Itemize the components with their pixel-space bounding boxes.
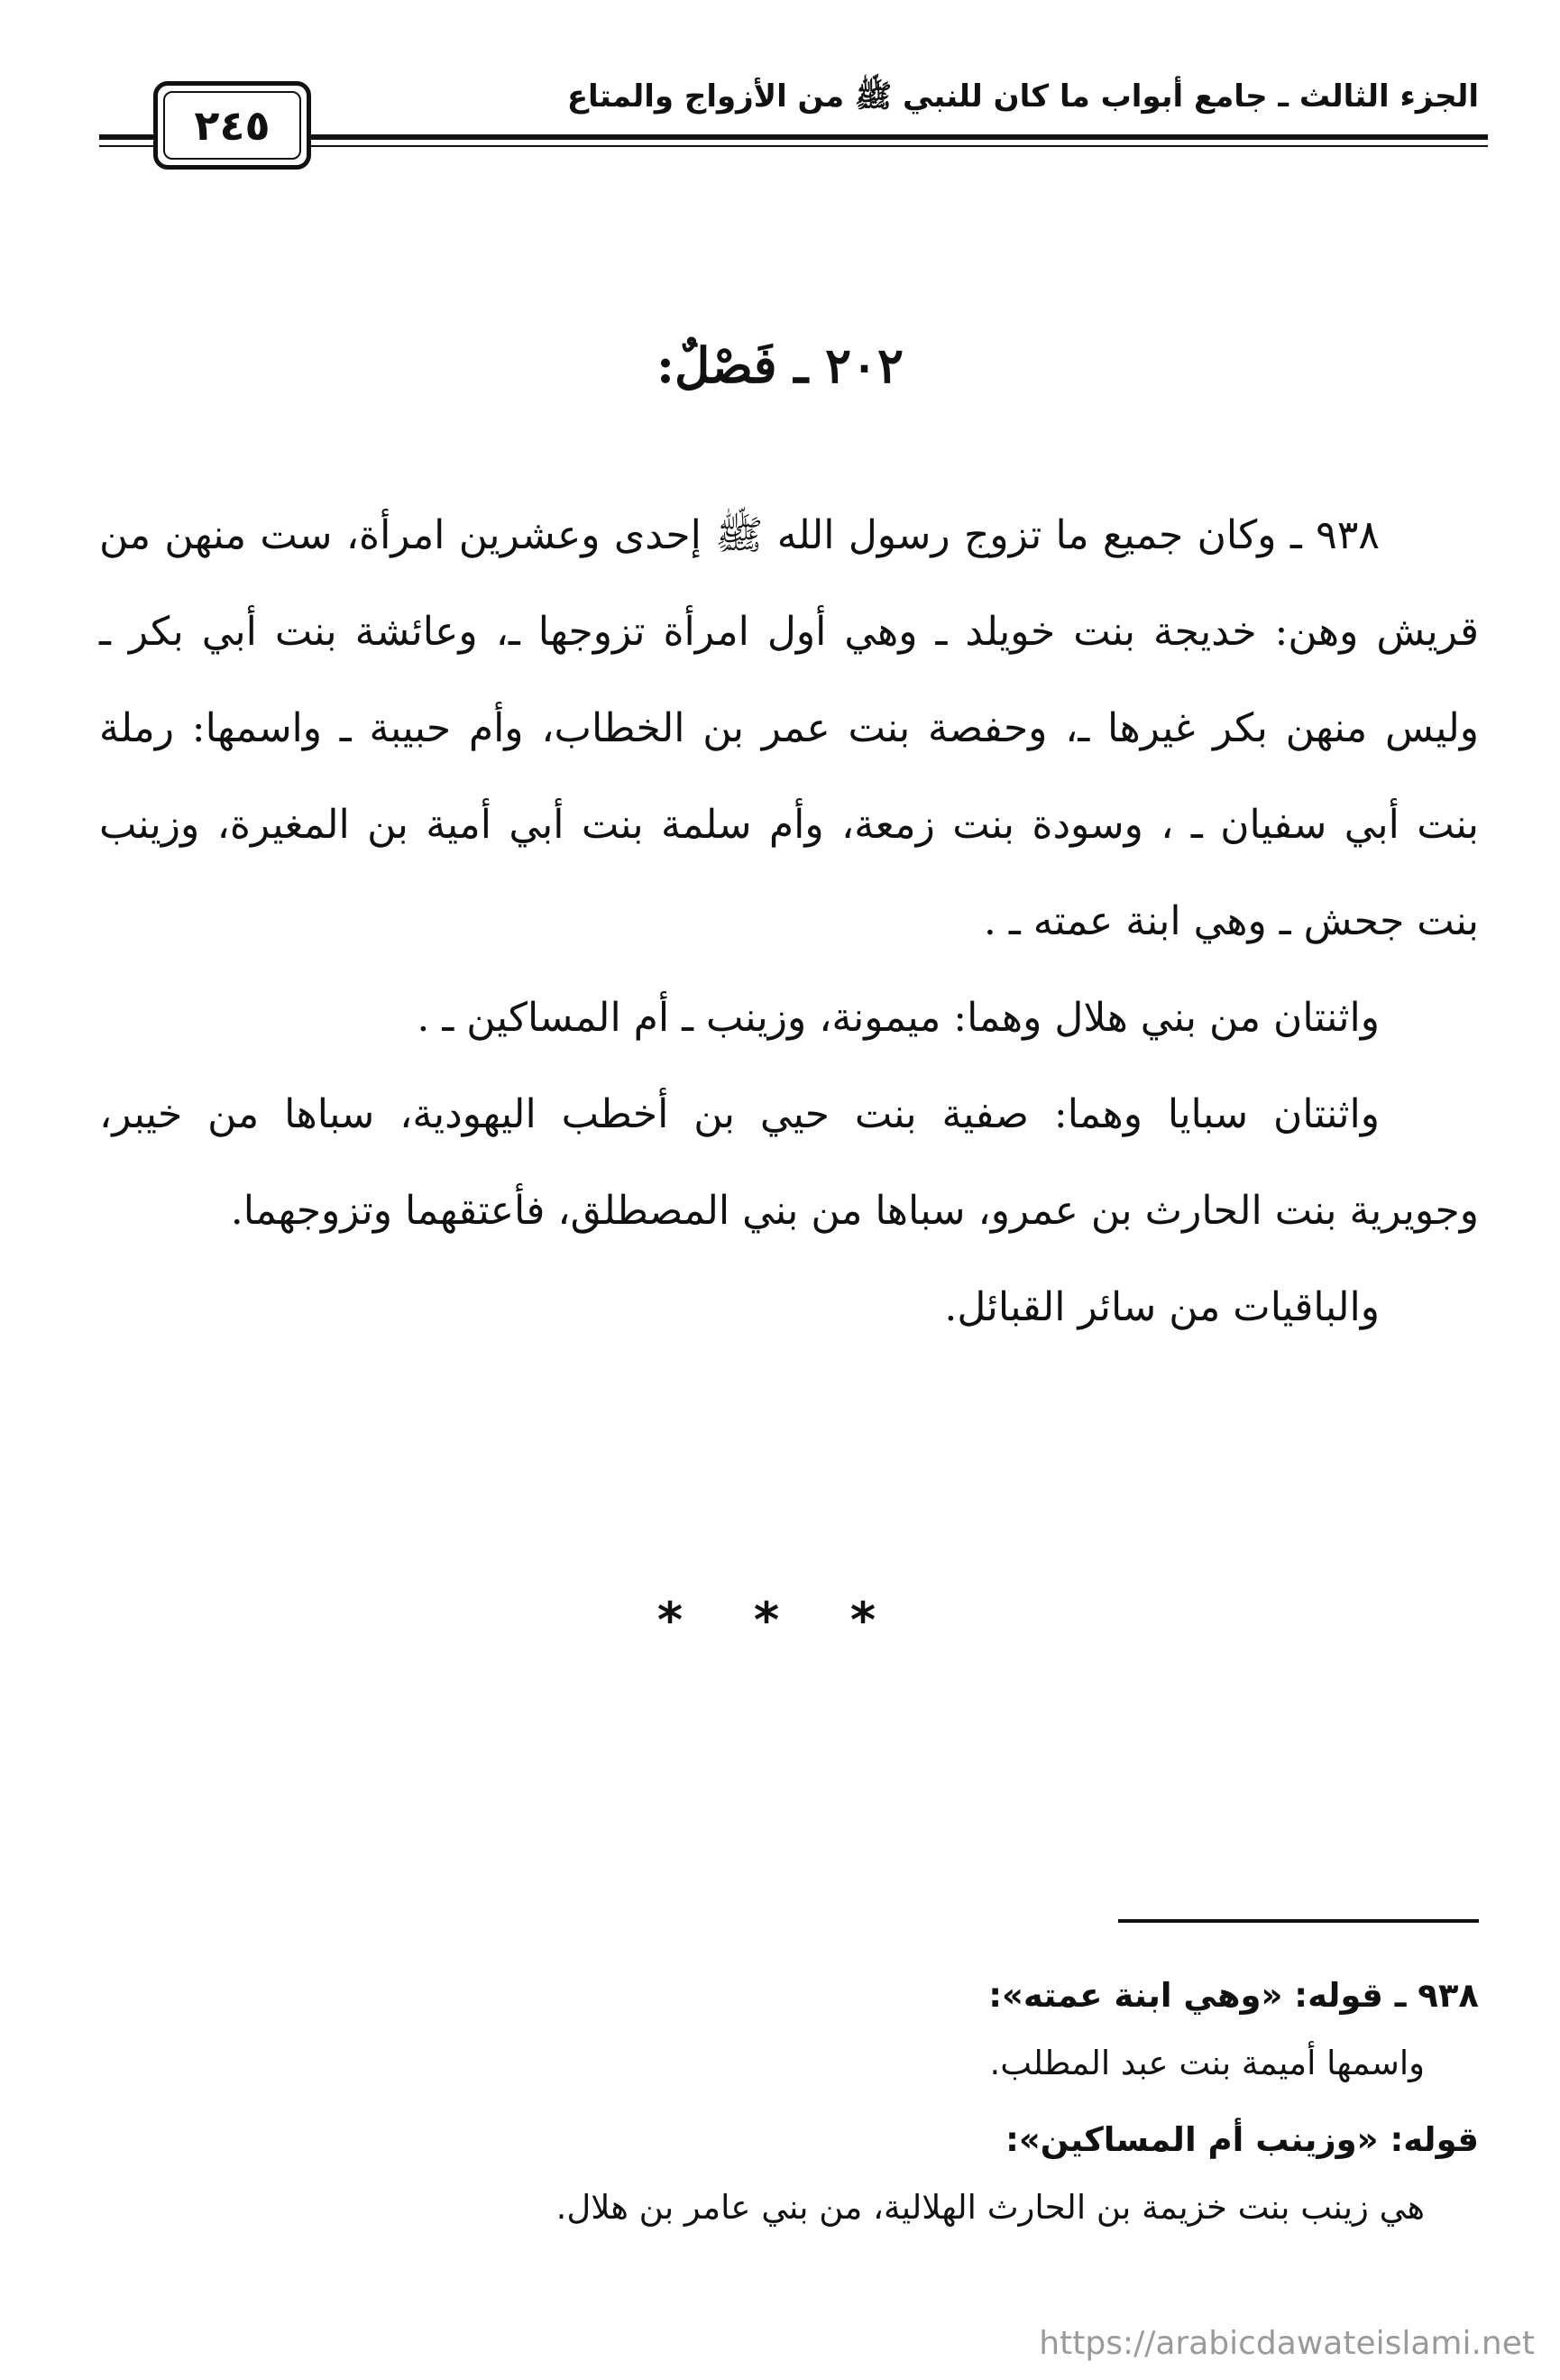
page-number: ٢٤٥ (194, 101, 271, 150)
footnotes (180, 1962, 1479, 2241)
paragraph-bani-hilal: واثنتان من بني هلال وهما: ميمونة، وزينب ـ أم المساكين ـ . (417, 995, 1380, 1041)
section-heading: ٢٠٢ ـ فَصْلٌ: (656, 336, 904, 394)
footnote-2-heading: قوله: «وزينب أم المساكين»: (1005, 2120, 1479, 2159)
footnote-1-text: واسمها أميمة بنت عبد المطلب. (989, 2044, 1425, 2082)
page-number-frame (153, 81, 311, 170)
paragraph-938: ٩٣٨ ـ وكان جميع ما تزوج رسول الله ﷺ إحدى وعشرين امرأة، ست منهن من قريش وهن: خديجة بنت خويلد ـ وهي أول امرأة تزوجها ـ، وعائشة بنت أبي بكر ـ وليس منهن بكر غيرها ـ، وحفصة بنت عمر بن الخطاب، وأم حبيبة ـ واسمها: رملة بنت أبي سفيان ـ ، وسودة بنت زمعة، وأم سلمة بنت أبي أمية بن المغيرة، وزينب بنت جحش ـ وهي ابنة عمته ـ . (99, 512, 1480, 944)
footnote-2-text: هي زينب بنت خزيمة بن الحارث الهلالية، من بني عامر بن هلال. (555, 2188, 1425, 2227)
body-text (99, 487, 1479, 1355)
running-header-title: الجزء الثالث ـ جامع أبواب ما كان للنبي ﷺ من الأزواج والمتاع (566, 78, 1479, 115)
section-separator-stars: * * * (656, 1592, 904, 1649)
footnote-1-heading: ٩٣٨ ـ قوله: «وهي ابنة عمته»: (988, 1976, 1479, 2015)
paragraph-sabaya: واثنتان سبايا وهما: صفية بنت حيي بن أخطب اليهودية، سباها من خيبر، وجويرية بنت الحارث بن عمرو، سباها من بني المصطلق، فأعتقهما وتزوجهما. (99, 1091, 1479, 1234)
paragraph-remaining: والباقيات من سائر القبائل. (944, 1284, 1380, 1330)
footnote-rule (1118, 1919, 1479, 1923)
source-watermark-url: https://arabicdawateislami.net (1039, 2325, 1535, 2362)
